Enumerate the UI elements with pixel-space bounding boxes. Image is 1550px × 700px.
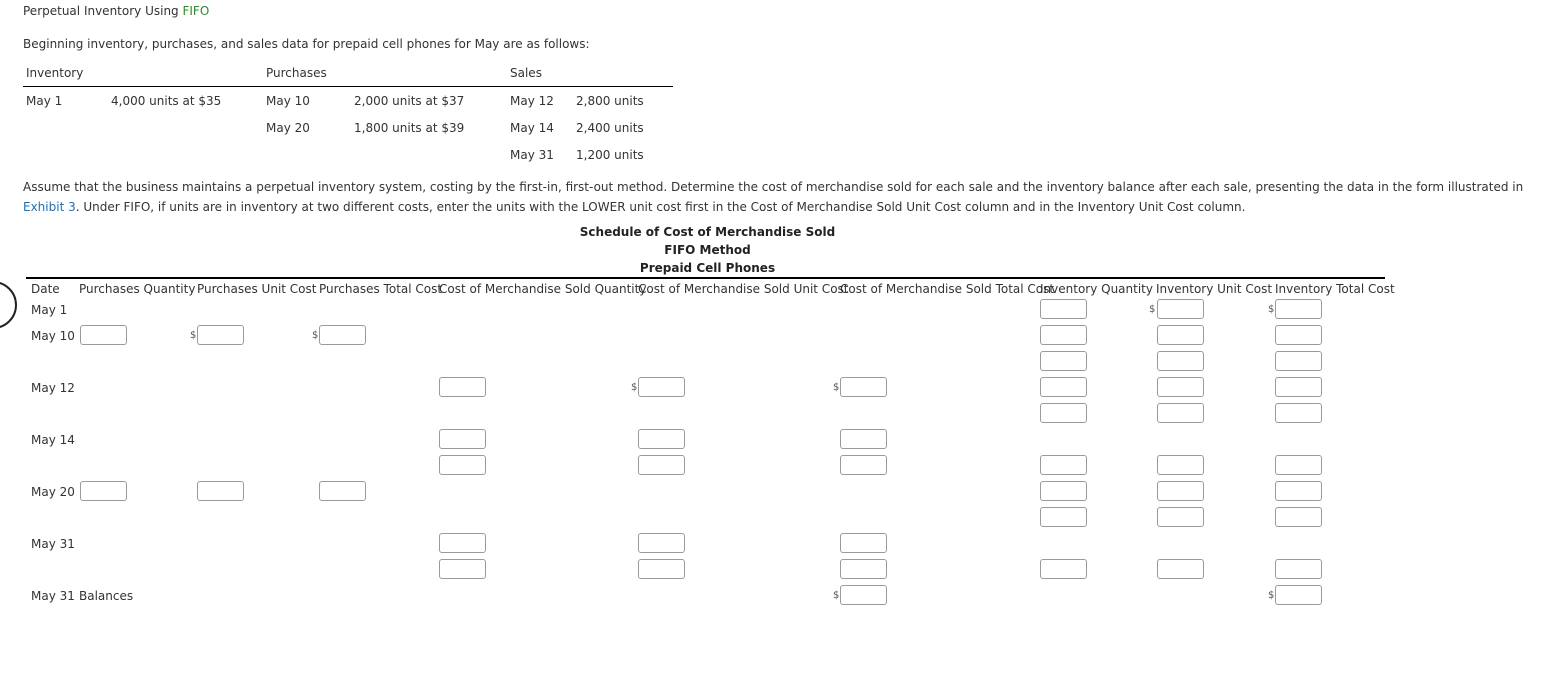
may31-cms-total-cost-input[interactable] (840, 533, 887, 553)
may10-inventory-quantity-input[interactable] (1040, 325, 1087, 345)
col-inventory-unit-cost: Inventory Unit Cost (1156, 282, 1273, 296)
inventory-header: Inventory (26, 66, 84, 80)
sale-date: May 31 (510, 148, 554, 162)
balances-cms-total-cost-input[interactable] (840, 585, 887, 605)
row-date-may31-balances: May 31 (31, 589, 75, 603)
schedule-title: Schedule of Cost of Merchandise Sold (579, 225, 836, 239)
may12-inventory-total-cost-input[interactable] (1275, 377, 1322, 397)
may14-inventory-total-cost-input[interactable] (1275, 455, 1322, 475)
may20-inventory-quantity-input[interactable] (1040, 481, 1087, 501)
purchase-desc: 1,800 units at $39 (354, 121, 465, 135)
row-date-may20: May 20 (31, 485, 75, 499)
instructions-part1: Assume that the business maintains a perpetual inventory system, costing by the first-in, first-out method. Determine the cost of merchandise sold for each sale and the inventory balance after each sale, presenting the data in the form illustrated in (23, 180, 1524, 194)
purchase-desc: 2,000 units at $37 (354, 94, 465, 108)
may20-inventory-quantity-input-2[interactable] (1040, 507, 1087, 527)
purchase-date: May 10 (266, 94, 310, 108)
may14-cms-total-cost-input-2[interactable] (840, 455, 887, 475)
may10-inventory-unit-cost-input[interactable] (1157, 325, 1204, 345)
fifo-link[interactable]: FIFO (182, 4, 210, 18)
currency-symbol: $ (833, 382, 840, 393)
partial-circle-icon (0, 281, 17, 329)
may31-inventory-unit-cost-input[interactable] (1157, 559, 1204, 579)
may31-cms-unit-cost-input[interactable] (638, 533, 685, 553)
may12-inventory-unit-cost-input[interactable] (1157, 377, 1204, 397)
may12-cms-total-cost-input[interactable] (840, 377, 887, 397)
col-cms-total-cost: Cost of Merchandise Sold Total Cost (840, 282, 1055, 296)
row-date-may14: May 14 (31, 433, 75, 447)
currency-symbol: $ (312, 330, 319, 341)
may12-inventory-quantity-input-2[interactable] (1040, 403, 1087, 423)
sale-desc: 2,400 units (576, 121, 644, 135)
may20-inventory-total-cost-input[interactable] (1275, 481, 1322, 501)
purchases-header: Purchases (266, 66, 327, 80)
may10-inventory-total-cost-input[interactable] (1275, 325, 1322, 345)
row-date-may1: May 1 (31, 303, 68, 317)
inventory-date: May 1 (26, 94, 63, 108)
may10-purchases-total-cost-input[interactable] (319, 325, 366, 345)
purchase-date: May 20 (266, 121, 310, 135)
row-label-balances: Balances (79, 589, 134, 603)
schedule-method: FIFO Method (664, 243, 751, 257)
col-date: Date (31, 282, 60, 296)
may12-cms-unit-cost-input[interactable] (638, 377, 685, 397)
may10-inventory-unit-cost-input-2[interactable] (1157, 351, 1204, 371)
inventory-desc: 4,000 units at $35 (111, 94, 222, 108)
currency-symbol: $ (631, 382, 638, 393)
may14-cms-quantity-input-2[interactable] (439, 455, 486, 475)
may14-cms-unit-cost-input-2[interactable] (638, 455, 685, 475)
may20-inventory-unit-cost-input[interactable] (1157, 481, 1204, 501)
sales-header: Sales (510, 66, 542, 80)
may10-inventory-total-cost-input-2[interactable] (1275, 351, 1322, 371)
row-date-may10: May 10 (31, 329, 75, 343)
may12-inventory-total-cost-input-2[interactable] (1275, 403, 1322, 423)
may12-cms-quantity-input[interactable] (439, 377, 486, 397)
may31-inventory-quantity-input[interactable] (1040, 559, 1087, 579)
col-purchases-unit-cost: Purchases Unit Cost (197, 282, 317, 296)
may10-inventory-quantity-input-2[interactable] (1040, 351, 1087, 371)
may10-purchases-quantity-input[interactable] (80, 325, 127, 345)
may1-inventory-total-cost-input[interactable] (1275, 299, 1322, 319)
intro-text: Beginning inventory, purchases, and sales data for prepaid cell phones for May are as follows: (23, 37, 590, 51)
may31-cms-quantity-input[interactable] (439, 533, 486, 553)
col-cms-quantity: Cost of Merchandise Sold Quantity (439, 282, 647, 296)
title-prefix: Perpetual Inventory Using (23, 4, 183, 18)
sale-desc: 1,200 units (576, 148, 644, 162)
col-cms-unit-cost: Cost of Merchandise Sold Unit Cost (638, 282, 849, 296)
instructions-part2: . Under FIFO, if units are in inventory at two different costs, enter the units with the LOWER unit cost first in the Cost of Merchandise Sold Unit Cost column and in the Inventory Unit Cost column. (75, 200, 1246, 214)
currency-symbol: $ (833, 590, 840, 601)
may14-inventory-unit-cost-input[interactable] (1157, 455, 1204, 475)
currency-symbol: $ (1149, 304, 1156, 315)
currency-symbol: $ (1268, 590, 1275, 601)
exhibit-link[interactable]: Exhibit 3 (23, 200, 76, 214)
may1-inventory-unit-cost-input[interactable] (1157, 299, 1204, 319)
may14-inventory-quantity-input[interactable] (1040, 455, 1087, 475)
may20-inventory-total-cost-input-2[interactable] (1275, 507, 1322, 527)
row-date-may31: May 31 (31, 537, 75, 551)
may20-purchases-total-cost-input[interactable] (319, 481, 366, 501)
col-inventory-quantity: Inventory Quantity (1040, 282, 1153, 296)
may31-cms-total-cost-input-2[interactable] (840, 559, 887, 579)
may20-purchases-quantity-input[interactable] (80, 481, 127, 501)
may10-purchases-unit-cost-input[interactable] (197, 325, 244, 345)
may31-inventory-total-cost-input[interactable] (1275, 559, 1322, 579)
currency-symbol: $ (190, 330, 197, 341)
currency-symbol: $ (1268, 304, 1275, 315)
may1-inventory-quantity-input[interactable] (1040, 299, 1087, 319)
row-date-may12: May 12 (31, 381, 75, 395)
may31-cms-unit-cost-input-2[interactable] (638, 559, 685, 579)
may31-cms-quantity-input-2[interactable] (439, 559, 486, 579)
instructions-text (23, 177, 1538, 217)
col-purchases-total-cost: Purchases Total Cost (319, 282, 443, 296)
col-inventory-total-cost: Inventory Total Cost (1275, 282, 1395, 296)
may14-cms-unit-cost-input[interactable] (638, 429, 685, 449)
sale-date: May 12 (510, 94, 554, 108)
may20-inventory-unit-cost-input-2[interactable] (1157, 507, 1204, 527)
col-purchases-quantity: Purchases Quantity (79, 282, 196, 296)
may14-cms-quantity-input[interactable] (439, 429, 486, 449)
page-title (23, 4, 209, 18)
schedule-product: Prepaid Cell Phones (639, 261, 776, 275)
may12-inventory-unit-cost-input-2[interactable] (1157, 403, 1204, 423)
may14-cms-total-cost-input[interactable] (840, 429, 887, 449)
may20-purchases-unit-cost-input[interactable] (197, 481, 244, 501)
data-table-divider (23, 86, 673, 87)
balances-inventory-total-cost-input[interactable] (1275, 585, 1322, 605)
sale-desc: 2,800 units (576, 94, 644, 108)
may12-inventory-quantity-input[interactable] (1040, 377, 1087, 397)
schedule-divider (26, 277, 1385, 279)
sale-date: May 14 (510, 121, 554, 135)
